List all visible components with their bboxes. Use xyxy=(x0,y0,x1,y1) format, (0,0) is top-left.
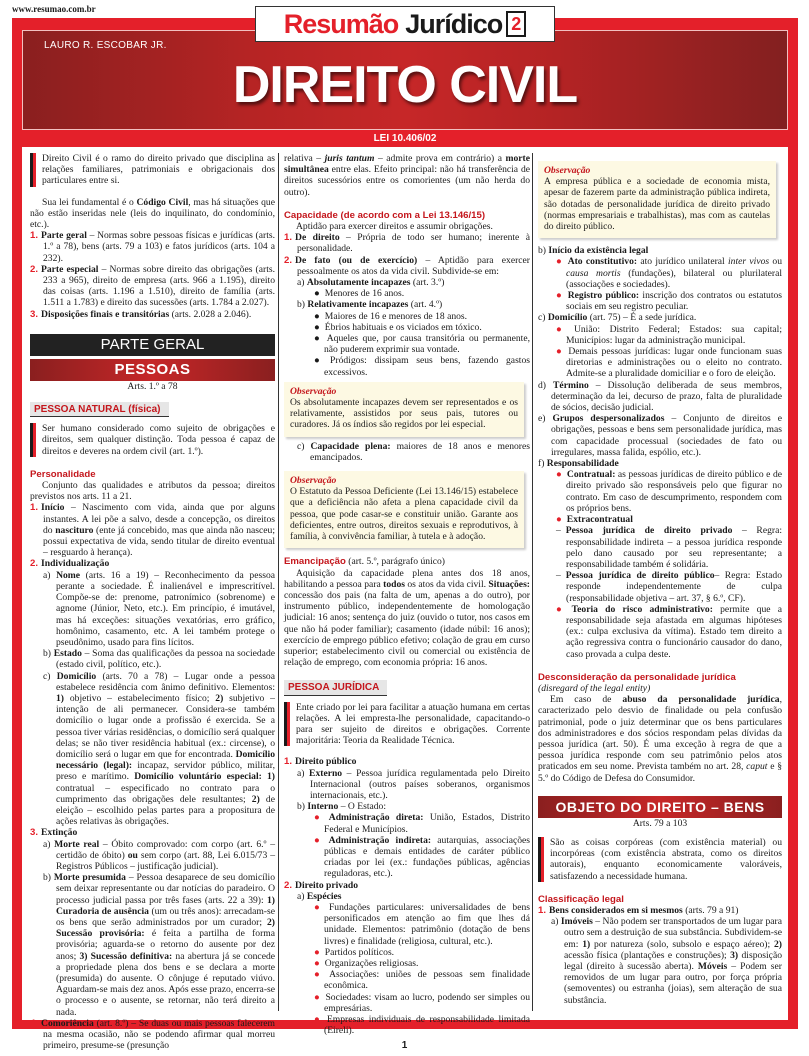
sub-item: c) Domicílio (arts. 70 a 78) – Lugar onde a pessoa estabelece residência com ânimo definitivo. Elementos: 1) objetivo – estabelecimento físico; 2) subjetivo – intenção de ali permanecer. Considera-se também domicílio o lugar onde a profissão é exercida. Se a pessoa tiver várias residências, o domicílio será qualquer delas; se não tiver residência habitual (ex.: circense), o domicílio será o lugar em que for encontrada. Domicílio necessário (legal): incapaz, servidor público, militar, preso e marítimo. Domicílio voluntário especial: 1) contratual – especificado no contrato para o cumprimento das obrigações dele resultantes; 2) de eleição – escolhido pelas partes para a propositura de ações relativas às obrigações. xyxy=(43,670,275,828)
bullet-icon: ● xyxy=(314,969,325,981)
law-reference: LEI 10.406/02 xyxy=(373,133,437,144)
heading-emancipacao: Emancipação (art. 5.º, parágrafo único) xyxy=(284,556,445,568)
observation-title: Observação xyxy=(290,475,337,487)
observation-title: Observação xyxy=(544,165,591,176)
sub-item: c) Capacidade plena: maiores de 18 anos e menores emancipados. xyxy=(297,440,530,463)
section-pessoas: PESSOAS xyxy=(30,359,275,381)
bullet-item: ● Contratual: as pessoas jurídicas de direito público e de direito privado são responsáveis pelo que figurar no contrato. Em caso de descumprimento, respondem com os próprios bens. xyxy=(556,469,782,514)
heading-desconsideracao: Desconsideração da personalidade jurídica xyxy=(538,671,736,683)
bullet-icon: ● xyxy=(314,946,320,958)
section-arts: Arts. 79 a 103 xyxy=(632,817,688,829)
bullet-item: ● Empresas individuais de responsabilidade limitada (Eireli). xyxy=(314,1014,530,1037)
bullet-item: ● Teoria do risco administrativo: permite que a responsabilidade seja afastada em algumas hipóteses (ex.: culpa exclusiva da vítima). Estado tem direito a ação regressiva contra o funcionário causador do dano, caso provada a culpa deste. xyxy=(556,603,783,660)
observation-box xyxy=(284,471,524,548)
bullet-icon: ● xyxy=(556,603,567,615)
sub-item: e) Grupos despersonalizados – Conjunto de direitos e obrigações, pessoas e bens sem personalidade jurídica, mas com capacidade processual (sociedades de fato ou irregulares, massa falida, espólio, etc.). xyxy=(538,413,783,458)
bullet-item: ● Pródigos: dissipam seus bens, fazendo gastos excessivos. xyxy=(314,355,530,378)
brand-word2: Jurídico xyxy=(405,8,503,39)
sub-item: b) Morte presumida – Pessoa desaparece de seu domicílio sem deixar representante ou dar notícias do paradeiro. O processo judicial passa por três fases (arts. 22 a 39): 1) Curadoria de ausência (um ou três anos): arrecadam-se os bens que serão administrados por um curador; 2) Sucessão provisória: é feita a partilha de forma provisória; aguarda-se o retorno do ausente por dez anos; 3) Sucessão definitiva: na abertura já se concede a propriedade plena dos bens e se declara a morte (presumida) do ausente. O cônjuge é reputado viúvo. Aguardam-se mais dez anos. Após esse prazo, encerra-se o processo e o ausente, se retornar, não terá direito a nada. xyxy=(43,872,276,1018)
bullet-item: ● União: Distrito Federal; Estados: sua capital; Municípios: lugar da administração municipal. xyxy=(556,323,782,346)
sub-item: c) Domicílio (art. 75) – É a sede jurídica. xyxy=(538,312,697,324)
brand-logo xyxy=(255,6,555,42)
bullet-icon: ● xyxy=(314,333,322,345)
bullet-item: ● Ébrios habituais e os viciados em tóxico. xyxy=(314,321,482,333)
observation-text: O Estatuto da Pessoa Deficiente (Lei 13.146/15) estabelece que a deficiência não afeta a plena capacidade civil da pessoa, que pode casar-se e constituir união. Garante aos deficientes, entre outros, direitos sexuais e reprodutivos, à família, à convivência familiar, à tutela e à adoção. xyxy=(290,486,518,543)
bullet-item: ● Partidos políticos. xyxy=(314,946,395,958)
list-item: 2. Direito privado xyxy=(284,879,358,891)
page-title: DIREITO CIVIL xyxy=(232,56,578,114)
bullet-icon: ● xyxy=(314,310,320,322)
heading-classificacao: Classificação legal xyxy=(538,893,624,905)
bens-lead: São as coisas corpóreas (com existência material) ou incorpóreas (com existência abstrata, como os direitos autorais), enquanto economicamente valoráveis, satisfazendo a necessidade humana. xyxy=(538,837,782,882)
bullet-item: ● Ato constitutivo: ato jurídico unilateral inter vivos ou causa mortis (fundações), bilateral ou plurilateral (associações e sociedades). xyxy=(556,256,783,290)
bullet-icon: ● xyxy=(314,901,324,913)
sub-item: a) Absolutamente incapazes (art. 3.º) xyxy=(297,277,445,289)
fundamental-law: Sua lei fundamental é o Código Civil, mas há situações que não estão inseridas nele (leis do inquilinato, do condomínio, etc.). xyxy=(30,196,275,231)
list-item: 2. Individualização xyxy=(30,558,110,570)
sub-item: f) Responsabilidade xyxy=(538,458,619,470)
column-divider xyxy=(278,153,279,1011)
column-divider xyxy=(532,153,533,1011)
bullet-icon: ● xyxy=(556,290,563,302)
bullet-item: ● Menores de 16 anos. xyxy=(314,288,405,300)
dash-item: – Pessoa jurídica de direito público– Regra: Estado responde independentemente de culpa (responsabilidade objetiva – art. 37, § 6.º, CF). xyxy=(556,570,782,604)
comoriencia-cont: relativa – juris tantum – admite prova em contrário) a morte simultânea entre elas. Efeito principal: não há transferência de direitos sucessórios entre os comorientes (um não herda do outro). xyxy=(284,153,531,198)
observation-box xyxy=(284,382,524,437)
sub-item: a) Nome (arts. 16 a 19) – Reconhecimento da pessoa perante a sociedade. É inalienável e imprescritível. Compõe-se de: prenome, patronímico (sobrenome) e agnome (Júnior, Neto, etc.). Em princípio, é imutável, mas há exceções: situações vexatórias, erro gráfico, homônimo, casamento, etc. A lei também protege o pseudônimo, usado para fins lícitos. xyxy=(43,569,275,648)
list-item: 1. Parte geral – Normas sobre pessoas físicas e jurídicas (arts. 1.º a 78), bens (arts. 79 a 103) e fatos jurídicos (arts. 104 a 232). xyxy=(30,230,276,264)
bullet-item: ● Maiores de 16 e menores de 18 anos. xyxy=(314,310,468,322)
sub-item: a) Espécies xyxy=(297,890,342,902)
bullet-icon: ● xyxy=(314,288,320,300)
tag-pessoa-juridica: PESSOA JURÍDICA xyxy=(284,680,387,695)
brand-word1: Resumão xyxy=(283,8,399,39)
bullet-icon: ● xyxy=(314,321,320,333)
column-2 xyxy=(284,153,530,1036)
page-number: 1 xyxy=(401,1040,408,1051)
list-item: 3. Disposições finais e transitórias (arts. 2.028 a 2.046). xyxy=(30,308,252,320)
sub-item: b) Estado – Soma das qualificações da pessoa na sociedade (estado civil, político, etc.). xyxy=(43,648,276,671)
author: LAURO R. ESCOBAR JR. xyxy=(44,40,167,51)
bullet-item: ● Administração indireta: autarquias, associações públicas e demais entidades de caráter público criadas por lei (ex.: fundações públicas, agências reguladoras, etc.). xyxy=(314,834,531,880)
list-item: 4. Comoriência (art. 8.º) – Se duas ou mais pessoas falecerem na mesma ocasião, não se podendo afirmar qual morreu primeiro, presume-se (presunção xyxy=(30,1017,275,1052)
bullet-item: ● Administração direta: União, Estados, Distrito Federal e Municípios. xyxy=(314,812,530,835)
observation-box xyxy=(538,161,776,238)
section-arts: Arts. 1.º a 78 xyxy=(127,380,178,392)
emancipacao-text: Aquisição da capacidade plena antes dos 18 anos, habilitando a pessoa para todos os atos da vida civil. Situações: concessão dos pais (na falta de um, apenas a do outro), por instrumento público, independentemente de homologação judicial: 16 anos; sentença do juiz (ouvido o tutor, nos casos em que não há poder familiar); casamento (idade núbil: 16 anos); exercício de emprego público efetivo; colação de grau em curso superior; estabelecimento civil ou comercial ou existência de relação de emprego, com economia própria: 16 anos. xyxy=(284,567,530,669)
bullet-item: ● Organizações religiosas. xyxy=(314,958,419,969)
dash-item: – Pessoa jurídica de direito privado – Regra: responsabilidade indireta – a pessoa jurídica responde pelo dano causado por seu representante; a responsabilidade também é solidária. xyxy=(556,525,782,570)
observation-text: A empresa pública e a sociedade de economia mista, apesar de fazerem parte da administração pública indireta, são dotadas de personalidade jurídica de direito privado (normas empresariais e trabalhistas), mas com as cautelas do direito público. xyxy=(544,176,770,233)
heading-capacidade: Capacidade (de acordo com a Lei 13.146/15) xyxy=(284,209,486,221)
sub-item: a) Morte real – Óbito comprovado: com corpo (art. 6.º – certidão de óbito) ou sem corpo (art. 88, Lei 6.015/73 – Registros Públicos – justificação judicial). xyxy=(43,838,275,872)
pers-text: Conjunto das qualidades e atributos da pessoa; direitos previstos nos arts. 11 a 21. xyxy=(30,480,275,503)
column-1 xyxy=(30,153,275,1051)
bullet-icon: ● xyxy=(556,469,562,481)
dash-icon: – xyxy=(556,570,561,582)
list-item: 1. Bens considerados em si mesmos (arts. 79 a 91) xyxy=(538,904,739,916)
bullet-item: ● Demais pessoas jurídicas: lugar onde funcionam suas diretorias e administrações ou o eleito no contrato. Admite-se a pluralidade domiciliar e o foro de eleição. xyxy=(556,346,782,380)
bullet-icon: ● xyxy=(556,256,563,268)
tag-pessoa-natural: PESSOA NATURAL (física) xyxy=(30,402,169,417)
heading-personalidade: Personalidade xyxy=(30,468,96,480)
list-item: 2. Parte especial – Normas sobre direito das obrigações (arts. 233 a 965), direito de empresa (arts. 966 a 1.195), direito das coisas (arts. 1.196 a 1.510), direito de família (arts. 1.511 a 1.783) e direito das sucessões (arts. 1.784 a 2.027). xyxy=(30,263,275,309)
section-bens: OBJETO DO DIREITO – BENS xyxy=(538,796,782,818)
list-item: 3. Extinção xyxy=(30,827,78,839)
bullet-icon: ● xyxy=(314,958,320,969)
bullet-item: ● Registro público: inscrição dos contratos ou estatutos sociais em seu registro peculiar. xyxy=(556,290,783,313)
sub-item: b) Interno – O Estado: xyxy=(297,801,387,813)
bullet-item: ● Associações: uniões de pessoas sem finalidade econômica. xyxy=(314,969,531,992)
bullet-icon: ● xyxy=(314,812,324,824)
list-item: 1. Direito público xyxy=(284,756,357,768)
observation-title: Observação xyxy=(290,385,337,397)
observation-text: Os absolutamente incapazes devem ser representados e os relativamente, assistidos por seus pais, tutores ou curadores. Já os índios são regidos por lei especial. xyxy=(290,397,518,431)
pj-lead: Ente criado por lei para facilitar a atuação humana em certas relações. A lei empresta-lhe personalidade, capacitando-o para ser sujeito de direitos e obrigações. Corrente majoritária: Teoria da Realidade Técnica. xyxy=(284,702,530,747)
sub-item: a) Externo – Pessoa jurídica regulamentada pelo Direito Internacional (outros países soberanos, organismos internacionais, etc.). xyxy=(297,767,530,801)
bullet-icon: ● xyxy=(314,1014,322,1026)
list-item: 1. De direito – Própria de todo ser humano; inerente à personalidade. xyxy=(284,232,530,255)
natural-lead: Ser humano considerado como sujeito de obrigações e direitos, sem qualquer distinção. Toda pessoa é capaz de direitos e deveres na ordem civil (art. 1.º). xyxy=(30,423,275,457)
bullet-icon: ● xyxy=(556,346,564,358)
list-item: 2. De fato (ou de exercício) – Aptidão para exercer pessoalmente os atos da vida civil. Subdivide-se em: xyxy=(284,254,530,277)
site-url: www.resumao.com.br xyxy=(12,4,96,14)
content-area xyxy=(22,147,788,1052)
dash-icon: – xyxy=(556,525,561,537)
bullet-icon: ● xyxy=(314,834,324,846)
bullet-icon: ● xyxy=(314,991,321,1003)
desconsideracao-sub: (disregard of the legal entity) xyxy=(538,682,651,694)
sub-item: b) Relativamente incapazes (art. 4.º) xyxy=(297,299,443,311)
bullet-item: ● Aqueles que, por causa transitória ou permanente, não puderem exprimir sua vontade. xyxy=(314,333,531,356)
bullet-icon: ● xyxy=(556,323,569,335)
sub-item: b) Início da existência legal xyxy=(538,245,649,257)
sub-item: a) Imóveis – Não podem ser transportados de um lugar para outro sem a destruição de sua substância. Subdividem-se em: 1) por natureza (solo, subsolo e espaço aéreo); 2) acessão física (plantações e construções); 3) disposição legal (direito à sucessão aberta). Móveis – Podem ser removidos de um lugar para outro, por força própria (semoventes) ou estranha (joias), sem alteração de sua substância. xyxy=(551,916,783,1006)
desconsideracao-text: Em caso de abuso da personalidade jurídica, caracterizado pelo desvio de finalidade ou pela confusão patrimonial, pode o juiz determinar que os bens particulares dos administradores e dos sócios respondam pelas dívidas da pessoa jurídica (art. 50). É uma exceção à regra de que a pessoa jurídica responde com seu patrimônio pelos atos praticados em seu nome. Prevista também no art. 28, caput e § 5.º do Código de Defesa do Consumidor. xyxy=(538,694,782,784)
column-3 xyxy=(538,153,782,1006)
brand-number: 2 xyxy=(506,11,526,37)
bullet-item: ● Sociedades: visam ao lucro, podendo ser simples ou empresárias. xyxy=(314,991,530,1014)
sub-item: d) Término – Dissolução deliberada de seus membros, determinação da lei, decurso de prazo, falta de pluralidade de sócios, decisão judicial. xyxy=(538,379,783,414)
bullet-item: ● Fundações particulares: universalidades de bens personificados em atenção ao fim que lhes dá unidade. Elementos: patrimônio (dotação de bens livres) e finalidade (religiosa, cultural, etc.). xyxy=(314,901,530,947)
cap-text: Aptidão para exercer direitos e assumir obrigações. xyxy=(296,221,493,233)
intro-lead: Direito Civil é o ramo do direito privado que disciplina as relações familiares, patrimoniais e obrigacionais dos particulares entre si. xyxy=(30,153,275,187)
list-item: 1. Início – Nascimento com vida, ainda que por alguns instantes. A lei põe a salvo, desde a concepção, os direitos do nascituro (ente já concebido, mas que ainda não nasceu; possui expectativa de vida, sendo titular de direito eventual – resguardo à herança). xyxy=(30,502,275,559)
bullet-item: ● Extracontratual xyxy=(556,514,633,526)
bullet-icon: ● xyxy=(314,355,326,367)
bullet-icon: ● xyxy=(556,514,562,526)
section-parte-geral: PARTE GERAL xyxy=(30,334,275,356)
